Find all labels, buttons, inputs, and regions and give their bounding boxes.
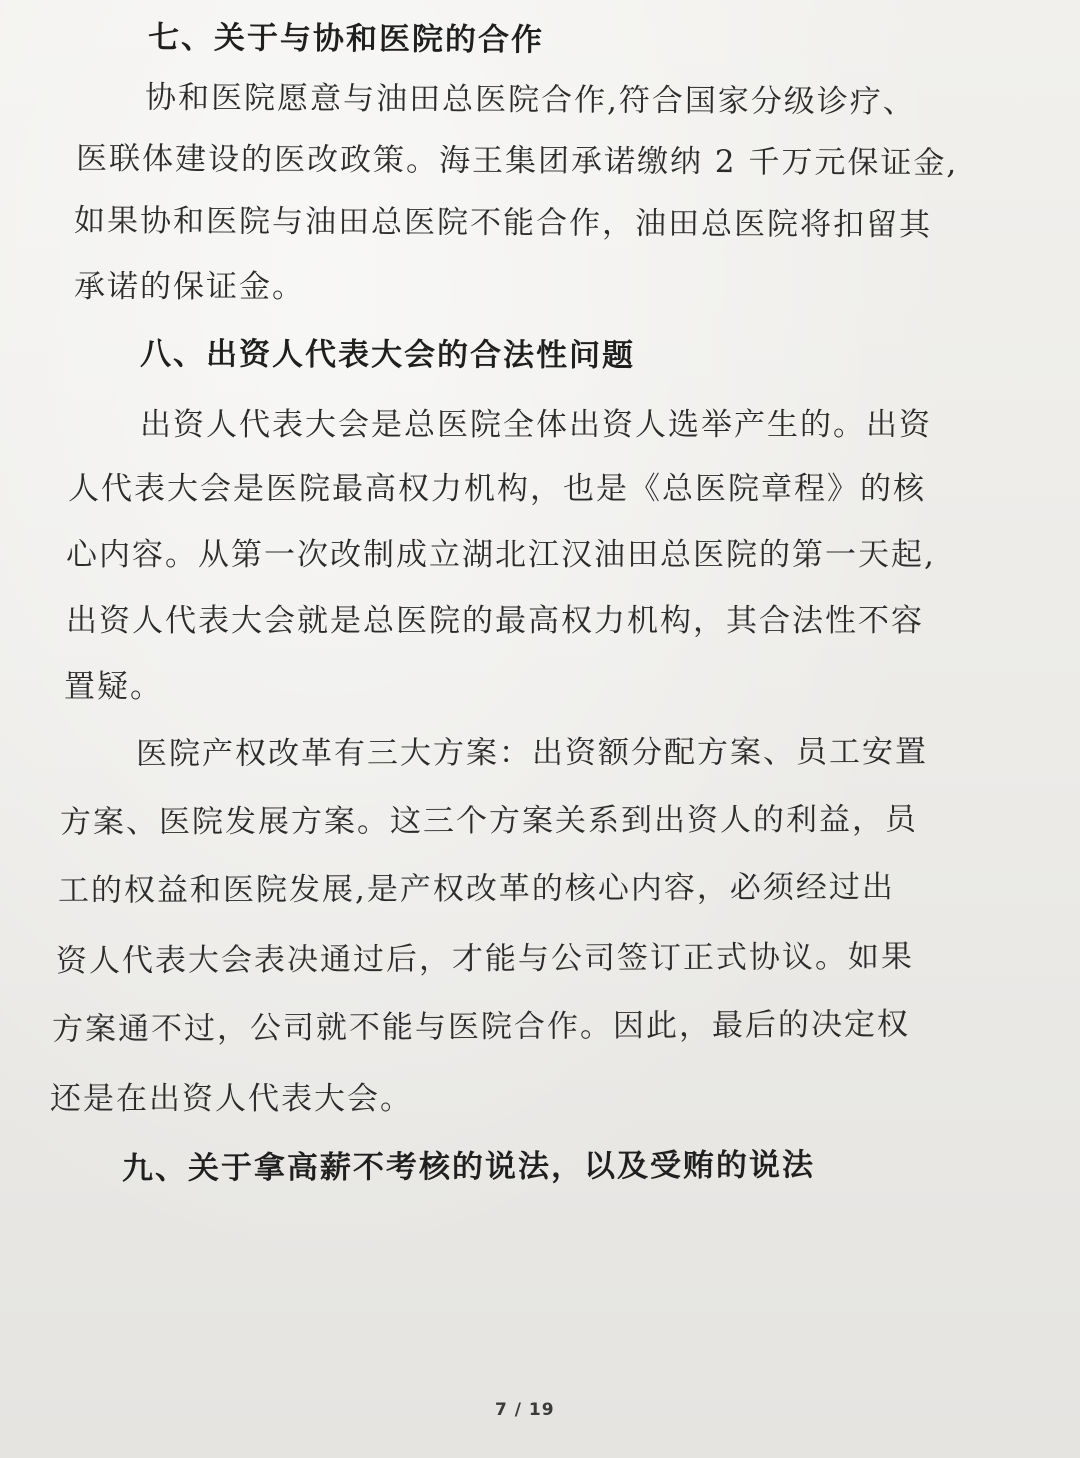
paragraph-line: 出资人代表大会是总医院全体出资人选举产生的。出资 [140,407,932,443]
paragraph-line: 还是在出资人代表大会。 [50,1081,413,1117]
paragraph-line: 资人代表大会表决通过后，才能与公司签订正式协议。如果 [55,938,915,980]
paragraph-line: 心内容。从第一次改制成立湖北江汉油田总医院的第一天起, [66,537,936,573]
page-number: 7 / 19 [495,1400,555,1420]
paragraph-line: 工的权益和医院发展,是产权改革的核心内容，必须经过出 [57,869,895,909]
paragraph-line: 置疑。 [64,669,163,705]
paragraph-line: 医院产权改革有三大方案：出资额分配方案、员工安置 [135,733,929,773]
section-heading-7: 七、关于与协和医院的合作 [147,19,545,59]
paragraph-line: 方案通不过，公司就不能与医院合作。因此，最后的决定权 [51,1006,911,1048]
paragraph-line: 人代表大会是医院最高权力机构，也是《总医院章程》的核 [68,471,926,507]
paragraph-line: 出资人代表大会就是总医院的最高权力机构，其合法性不容 [66,603,924,639]
paragraph-line: 承诺的保证金。 [74,269,305,305]
paragraph-line: 如果协和医院与油田总医院不能合作，油田总医院将扣留其 [73,202,933,244]
paragraph-line: 方案、医院发展方案。这三个方案关系到出资人的利益，员 [59,801,919,841]
paragraph-line: 医联体建设的医改政策。海王集团承诺缴纳 2 千万元保证金, [75,140,959,182]
section-heading-8: 八、出资人代表大会的合法性问题 [139,336,636,374]
paragraph-line: 协和医院愿意与油田总医院合作,符合国家分级诊疗、 [144,79,916,121]
section-heading-9: 九、关于拿高薪不考核的说法，以及受贿的说法 [121,1147,816,1187]
